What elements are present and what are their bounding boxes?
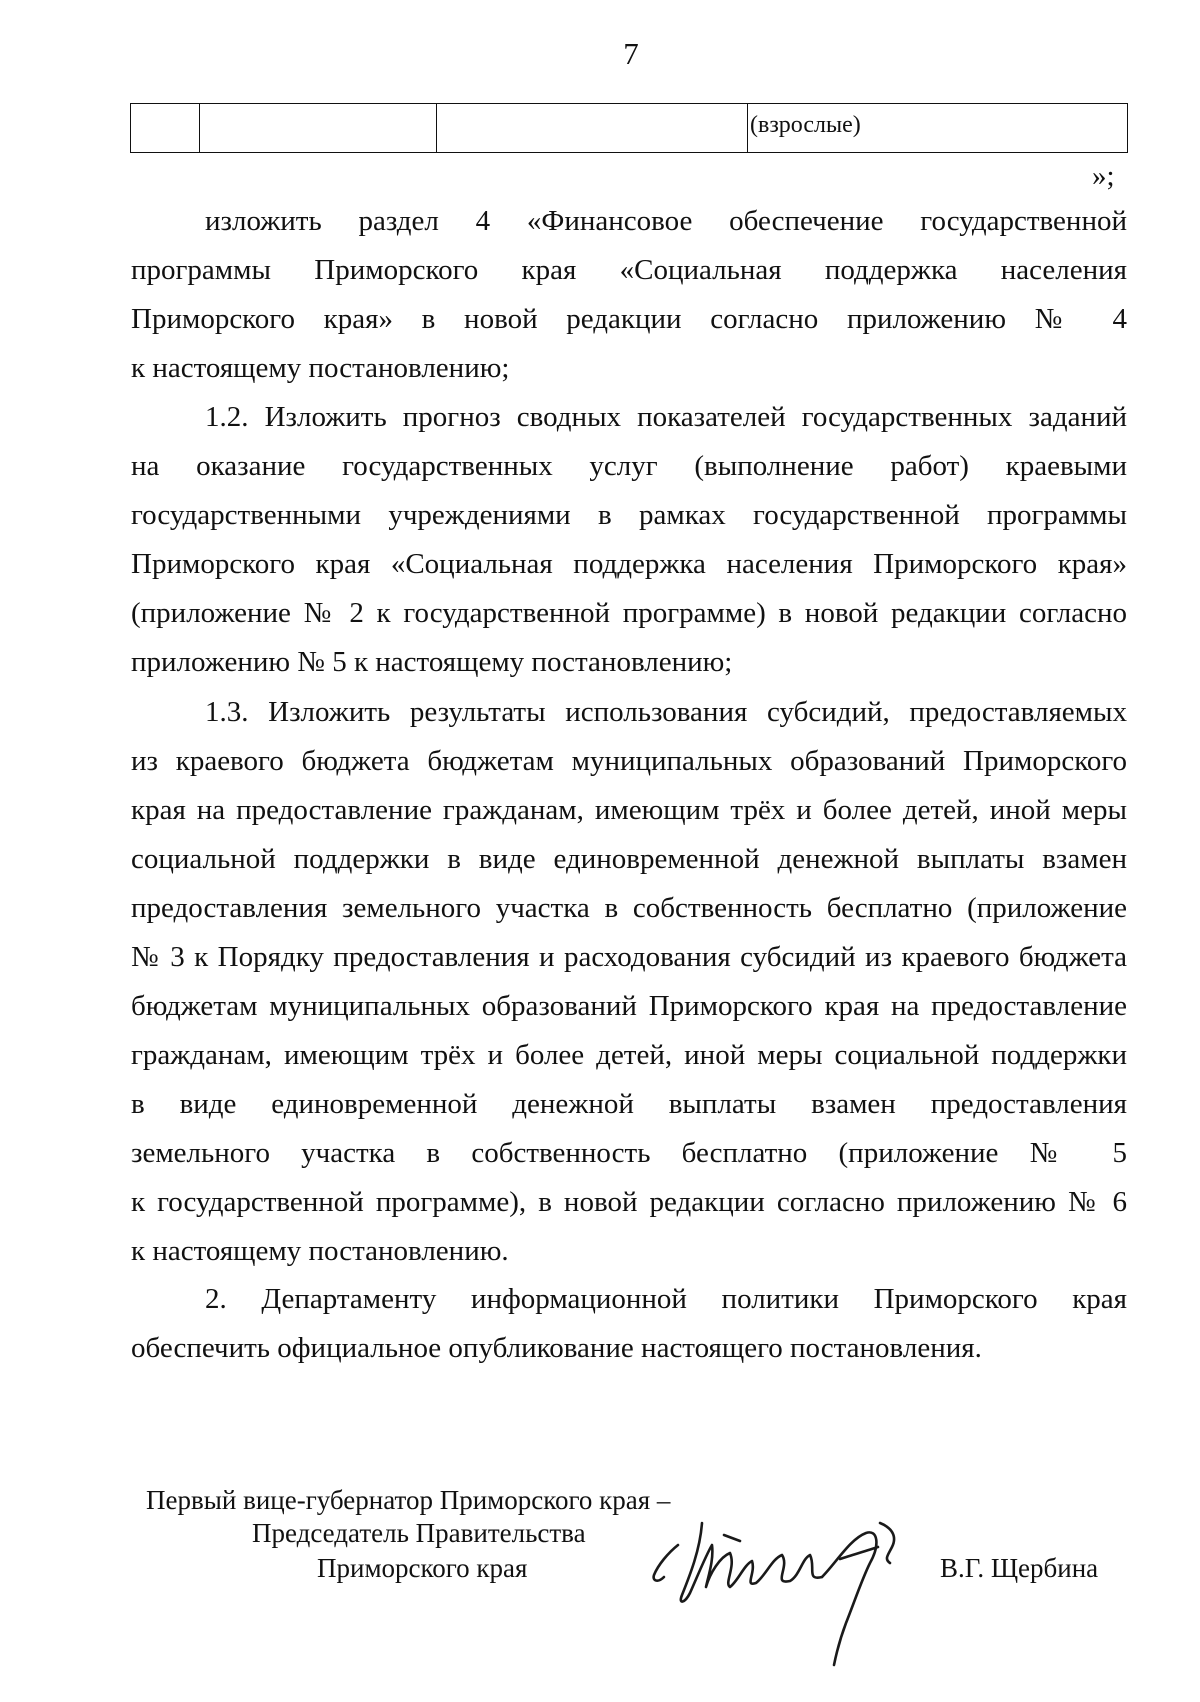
table-cell: [437, 104, 748, 153]
closing-quote: »;: [1092, 160, 1115, 192]
table-cell: [200, 104, 437, 153]
text-line: к государственной программе), в новой редакции согласно приложению № 6: [131, 1186, 1127, 1218]
text-line: Приморского края» в новой редакции согласно приложению № 4: [131, 303, 1127, 335]
text-line: к настоящему постановлению;: [131, 352, 510, 384]
text-line: (приложение № 2 к государственной программе) в новой редакции согласно: [131, 597, 1127, 629]
table-cell: (взрослые): [748, 104, 1128, 153]
text-line: изложить раздел 4 «Финансовое обеспечение государственной: [205, 205, 1127, 237]
signatory-title-line-1: Первый вице-губернатор Приморского края –: [146, 1485, 671, 1515]
page-number: 7: [623, 36, 639, 71]
text-line: гражданам, имеющим трёх и более детей, иной меры социальной поддержки: [131, 1039, 1127, 1071]
text-line: приложению № 5 к настоящему постановлению;: [131, 646, 733, 678]
text-line: края на предоставление гражданам, имеющим трёх и более детей, иной меры: [131, 794, 1127, 826]
handwritten-signature: [640, 1515, 930, 1675]
signatory-title-line-3: Приморского края: [317, 1553, 528, 1583]
text-line: № 3 к Порядку предоставления и расходования субсидий из краевого бюджета: [131, 941, 1127, 973]
text-line: в виде единовременной денежной выплаты взамен предоставления: [131, 1088, 1127, 1120]
text-line: бюджетам муниципальных образований Приморского края на предоставление: [131, 990, 1127, 1022]
text-line: программы Приморского края «Социальная поддержка населения: [131, 254, 1127, 286]
text-line: государственными учреждениями в рамках государственной программы: [131, 499, 1127, 531]
text-line: 1.3. Изложить результаты использования субсидий, предоставляемых: [205, 696, 1127, 728]
text-line: 1.2. Изложить прогноз сводных показателей государственных заданий: [205, 401, 1127, 433]
table-cell: [131, 104, 200, 153]
paragraph-3: [131, 688, 1127, 1276]
paragraph-2: [131, 393, 1127, 687]
signatory-title-line-2: Председатель Правительства: [252, 1518, 586, 1548]
paragraph-4: [131, 1275, 1127, 1373]
text-line: к настоящему постановлению.: [131, 1235, 509, 1267]
text-line: обеспечить официальное опубликование настоящего постановления.: [131, 1332, 982, 1364]
text-line: земельного участка в собственность бесплатно (приложение № 5: [131, 1137, 1127, 1169]
table-row: [131, 104, 1128, 153]
table-tail: [130, 103, 1128, 153]
text-line: 2. Департаменту информационной политики Приморского края: [205, 1283, 1127, 1315]
text-line: Приморского края «Социальная поддержка населения Приморского края»: [131, 548, 1127, 580]
paragraph-1: [131, 197, 1127, 393]
text-line: на оказание государственных услуг (выполнение работ) краевыми: [131, 450, 1127, 482]
signatory-name: В.Г. Щербина: [940, 1553, 1099, 1583]
text-line: предоставления земельного участка в собственность бесплатно (приложение: [131, 892, 1127, 924]
text-line: социальной поддержки в виде единовременной денежной выплаты взамен: [131, 843, 1127, 875]
text-line: из краевого бюджета бюджетам муниципальных образований Приморского: [131, 745, 1127, 777]
